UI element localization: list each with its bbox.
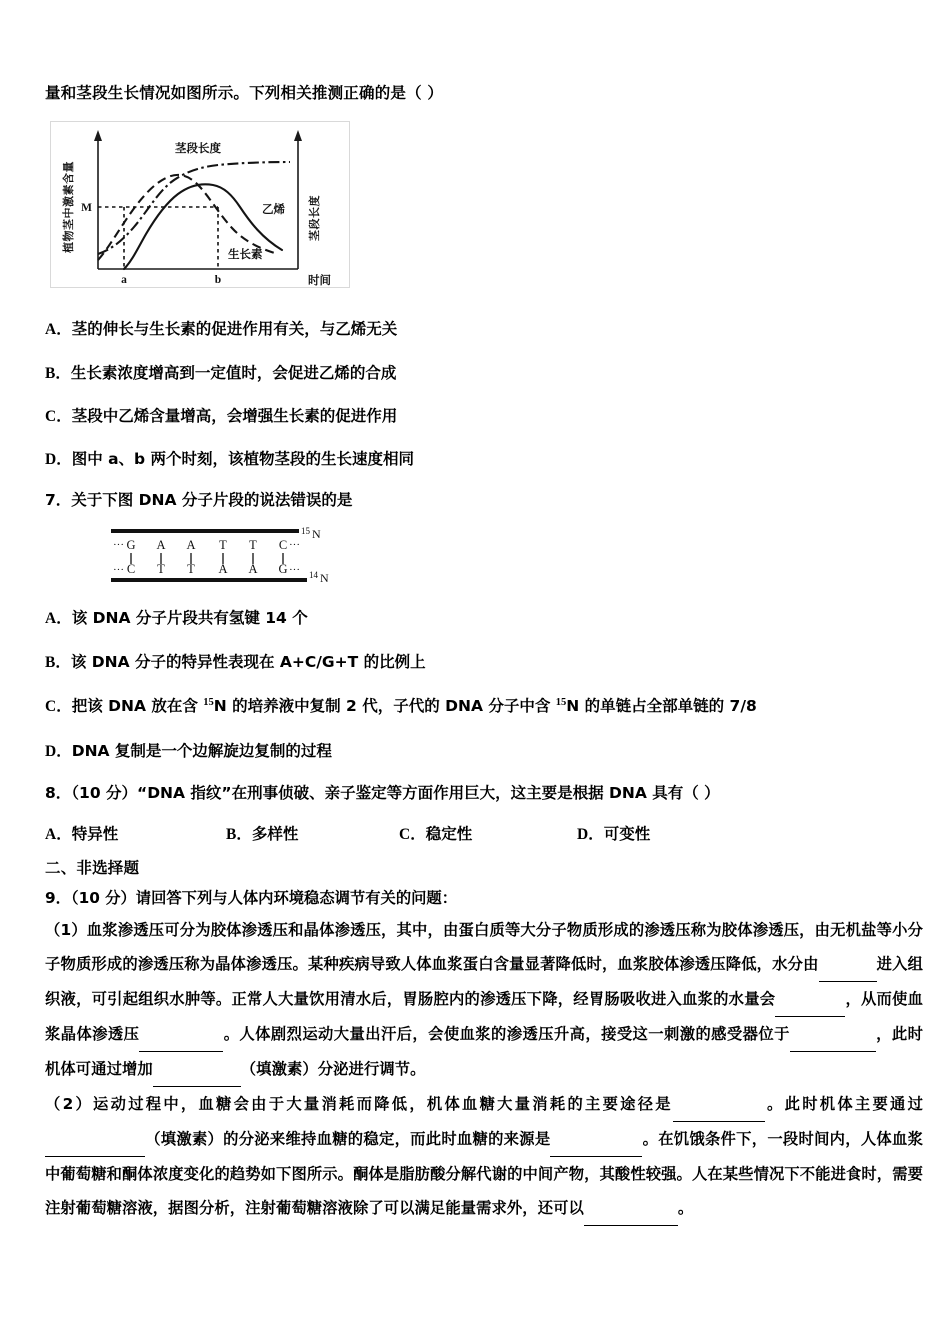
page-content	[45, 84, 923, 1226]
question6-option-c	[45, 406, 923, 427]
option-label: A．	[45, 321, 72, 339]
question8-options-row	[45, 822, 923, 844]
dna-right-ellipsis-top: ···	[289, 539, 300, 552]
q9-p2-text-e: 。	[677, 1199, 694, 1218]
dna-label-n15: 15	[301, 526, 310, 537]
svg-text:T: T	[187, 562, 195, 577]
svg-text:T: T	[219, 538, 227, 553]
question6-option-d	[45, 449, 923, 470]
q9-p1-text-b: 进入组织液，可引起组织水肿等。正常人大量饮用清水后，胃肠腔内的渗透压下降，经胃肠吸收进入血浆的水量会	[45, 955, 923, 1009]
x-tick-label-a: a	[121, 274, 127, 287]
option-text: 茎的伸长与生长素的促进作用有关，与乙烯无关	[71, 320, 398, 339]
question6-stem-continuation: 量和茎段生长情况如图所示。下列相关推测正确的是（ ）	[45, 84, 444, 102]
option-label: D．	[45, 742, 72, 760]
option-label: B．	[45, 654, 71, 672]
isotope-15n-2: 15	[555, 697, 567, 709]
option-text: 茎段中乙烯含量增高，会增强生长素的促进作用	[71, 406, 398, 425]
option-text: 稳定性	[425, 824, 473, 843]
option-text: 生长素浓度增高到一定值时，会促进乙烯的合成	[70, 363, 397, 382]
question8-option-a	[45, 822, 226, 844]
series-label-ethylene: 乙烯	[262, 202, 285, 217]
svg-text:A: A	[156, 538, 166, 553]
option-label: D．	[45, 450, 72, 468]
option-text: DNA 复制是一个边解旋边复制的过程	[71, 741, 332, 760]
option-label: A．	[45, 825, 72, 843]
dna-label-n14-element: N	[320, 571, 329, 586]
answer-blank-1[interactable]	[819, 947, 877, 982]
x-axis-label: 时间	[308, 273, 331, 288]
option-text: 图中 a、b 两个时刻，该植物茎段的生长速度相同	[71, 449, 415, 468]
question7-stem: 7．关于下图 DNA 分子片段的说法错误的是	[45, 490, 353, 509]
answer-blank-2[interactable]	[775, 982, 845, 1017]
svg-text:C: C	[278, 538, 288, 553]
svg-text:C: C	[126, 562, 136, 577]
question7-option-a	[45, 608, 923, 629]
question7-option-b	[45, 652, 923, 673]
option-label: C．	[399, 825, 426, 843]
answer-blank-8[interactable]	[550, 1122, 642, 1157]
question9-part2-paragraph	[45, 1087, 923, 1226]
question6-option-a	[45, 319, 923, 340]
question9-part1-paragraph	[45, 913, 923, 1087]
option-text: 该 DNA 分子片段共有氢键 14 个	[71, 609, 308, 628]
question7-option-d	[45, 741, 923, 762]
svg-text:T: T	[249, 538, 257, 553]
answer-blank-4[interactable]	[790, 1017, 876, 1052]
q9-p1-text-e: ，此时机体可通过增加	[45, 1025, 923, 1079]
option-text: 多样性	[251, 824, 299, 843]
dna-label-n14: 14	[309, 570, 318, 581]
question9-stem: 9．（10 分）请回答下列与人体内环境稳态调节有关的问题：	[45, 889, 458, 908]
hormone-stem-growth-chart	[50, 121, 350, 293]
isotope-15n-1: 15	[203, 697, 214, 709]
svg-text:A: A	[218, 562, 228, 577]
q9-p2-text-b: 。此时机体主要通过	[764, 1095, 924, 1114]
q9-p2-text-d: 。在饥饿条件下，一段时间内，人体血浆中葡萄糖和酮体浓度变化的趋势如下图所示。酮体是脂肪酸分解代谢的中间产物，其酸性较强。人在某些情况下不能进食时，需要注射葡萄糖溶液，据图分析，注射葡萄糖溶液除了可以满足能量需求外，还可以	[45, 1130, 923, 1218]
answer-blank-6[interactable]	[673, 1087, 765, 1122]
dna-right-ellipsis-bottom: ···	[289, 564, 300, 577]
option-text-mid: N 的培养液中复制 2 代，子代的 DNA 分子中含	[213, 697, 556, 716]
x-tick-label-b: b	[214, 274, 222, 287]
series-label-stem-length: 茎段长度	[175, 141, 221, 156]
q9-p1-text-d: 。人体剧烈运动大量出汗后，会使血浆的渗透压升高，接受这一刺激的感受器位于	[223, 1025, 790, 1044]
right-axis-label: 茎段长度	[308, 195, 321, 242]
option-text: 该 DNA 分子的特异性表现在 A+C/G+T 的比例上	[70, 653, 426, 672]
question8-option-c	[399, 822, 577, 844]
option-text: 特异性	[71, 824, 119, 843]
answer-blank-9[interactable]	[584, 1191, 678, 1226]
answer-blank-3[interactable]	[139, 1017, 223, 1052]
question8-option-b	[226, 822, 399, 844]
question8-stem: 8．（10 分）“DNA 指纹”在刑事侦破、亲子鉴定等方面作用巨大，这主要是根据 DNA 具有（ ）	[45, 783, 720, 802]
option-label: C．	[45, 698, 72, 716]
answer-blank-7[interactable]	[45, 1122, 145, 1157]
answer-blank-5[interactable]	[153, 1052, 241, 1087]
q9-p1-text-a: （1）血浆渗透压可分为胶体渗透压和晶体渗透压，其中，由蛋白质等大分子物质形成的渗透压称为胶体渗透压，由无机盐等小分子物质形成的渗透压称为晶体渗透压。某种疾病导致人体血浆蛋白含量显著降低时，血浆胶体渗透压降低，水分由	[45, 921, 923, 974]
series-label-auxin: 生长素	[228, 247, 263, 262]
option-text-post: N 的单链占全部单链的 7/8	[566, 697, 757, 716]
section-2-heading: 二、非选择题	[45, 858, 140, 877]
q9-p1-text-c: ，从而使血浆晶体渗透压	[45, 990, 923, 1044]
option-text: 可变性	[603, 824, 651, 843]
dna-label-n15-element: N	[312, 527, 321, 542]
q9-p1-text-f: （填激素）分泌进行调节。	[240, 1060, 426, 1079]
option-label: C．	[45, 407, 72, 425]
question8-option-d	[577, 822, 650, 844]
q9-p2-text-a: （2）运动过程中，血糖会由于大量消耗而降低，机体血糖大量消耗的主要途径是	[45, 1095, 673, 1114]
svg-text:T: T	[157, 562, 165, 577]
dna-left-ellipsis-bottom: ···	[113, 564, 124, 577]
option-label: D．	[577, 825, 604, 843]
dna-left-ellipsis-top: ···	[113, 539, 124, 552]
option-label: B．	[45, 364, 71, 382]
dna-base-pairs	[126, 538, 287, 576]
question7-option-c	[45, 696, 923, 717]
y-tick-label-M: M	[81, 202, 92, 215]
svg-text:A: A	[248, 562, 258, 577]
svg-text:G: G	[278, 562, 288, 577]
q9-p2-text-c: （填激素）的分泌来维持血糖的稳定，而此时血糖的来源是	[145, 1130, 551, 1149]
svg-text:A: A	[186, 538, 196, 553]
dna-fragment-figure	[107, 524, 337, 586]
option-label: A．	[45, 610, 72, 628]
question6-option-b	[45, 363, 923, 384]
option-text-pre: 把该 DNA 放在含	[71, 697, 204, 716]
option-label: B．	[226, 825, 252, 843]
svg-text:G: G	[126, 538, 136, 553]
left-axis-label: 植物茎中激素含量	[62, 161, 75, 254]
